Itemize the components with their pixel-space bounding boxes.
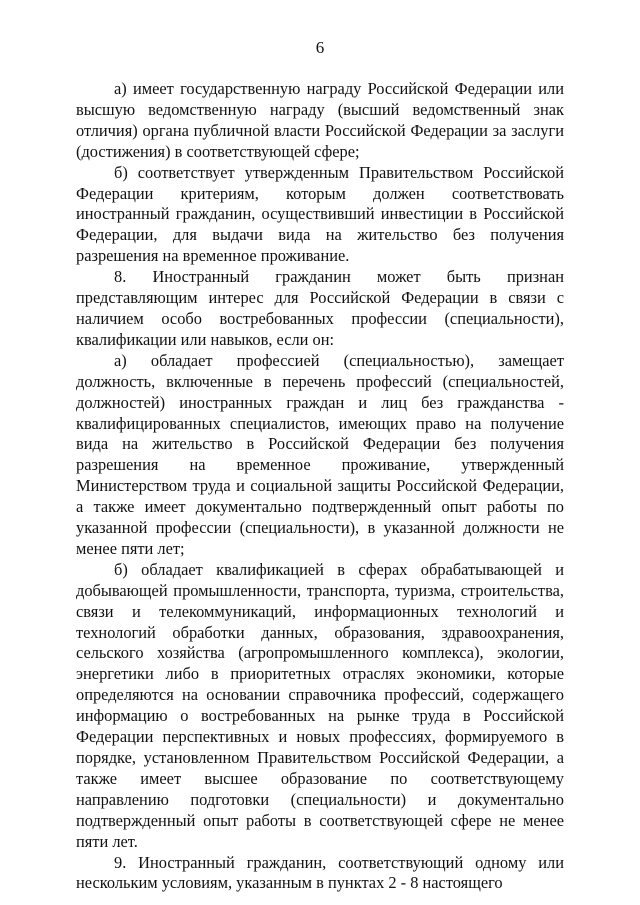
- page-number: 6: [315, 38, 325, 57]
- paragraph-8a: а) обладает профессией (специальностью), замещает должность, включенные в перечень профессий (специальностей, должностей) иностранных граждан и лиц без гражданства - квалифицированных специалистов, имеющих право на получение вида на жительство в Российской Федерации без получения разрешения на временное проживание, утвержденный Министерством труда и социальной защиты Российской Федерации, а также имеет документально подтвержденный опыт работы по указанной профессии (специальности), в указанной должности не менее пяти лет;: [76, 350, 564, 558]
- paragraph-8b: б) обладает квалификацией в сферах обрабатывающей и добывающей промышленности, транспорта, туризма, строительства, связи и телекоммуникаций, информационных технологий и технологий обработки данных, образования, здравоохранения, сельского хозяйства (агропромышленного комплекса), экологии, энергетики либо в приоритетных отраслях экономики, которые определяются на основании справочника профессий, содержащего информацию о востребованных на рынке труда в Российской Федерации перспективных и новых профессиях, формируемого в порядке, установленном Правительством Российской Федерации, а также имеет высшее образование по соответствующему направлению подготовки (специальности) и документально подтвержденный опыт работы в соответствующей сфере не менее пяти лет.: [76, 559, 564, 851]
- paragraph-1b: б) соответствует утвержденным Правительством Российской Федерации критериям, которым должен соответствовать иностранный гражданин, осуществивший инвестиции в Российской Федерации, для выдачи вида на жительство без получения разрешения на временное проживание.: [76, 162, 564, 266]
- paragraph-8: 8. Иностранный гражданин может быть признан представляющим интерес для Российской Федерации в связи с наличием особо востребованных профессии (специальности), квалификации или навыков, если он:: [76, 267, 564, 349]
- paragraph-1a: а) имеет государственную награду Российской Федерации или высшую ведомственную награду (высший ведомственный знак отличия) органа публичной власти Российской Федерации за заслуги (достижения) в соответствующей сфере;: [76, 79, 564, 161]
- paragraph-9: 9. Иностранный гражданин, соответствующий одному или нескольким условиям, указанным в пунктах 2 - 8 настоящего: [76, 852, 564, 893]
- document-body: [76, 79, 564, 894]
